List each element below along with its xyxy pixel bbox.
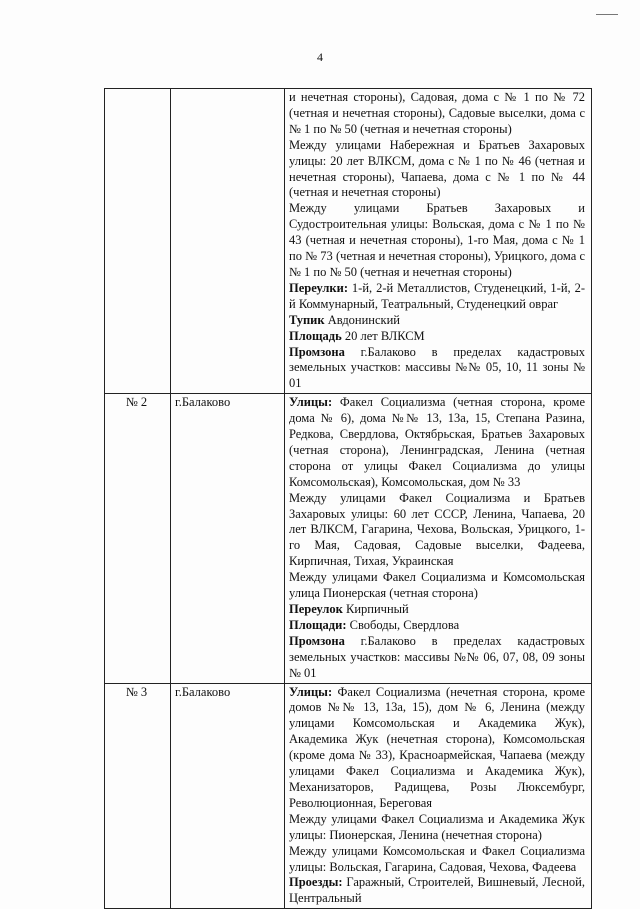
- city-cell: г.Балаково: [171, 394, 285, 683]
- header-rule: [596, 14, 618, 15]
- paragraph-text: Между улицами Комсомольская и Факел Социализма улицы: Вольская, Гагарина, Садовая, Чехова, Фадеева: [289, 843, 585, 874]
- street-paragraph: [289, 844, 585, 876]
- street-paragraph: [289, 138, 585, 202]
- paragraph-text: Гаражный, Строителей, Вишневый, Лесной, Центральный: [289, 875, 585, 906]
- paragraph-text: 20 лет ВЛКСМ: [341, 328, 425, 343]
- street-paragraph: [289, 491, 585, 571]
- row-number-cell: [105, 89, 171, 394]
- street-paragraph: [289, 90, 585, 138]
- table-row: [105, 394, 592, 683]
- streets-cell: [285, 683, 592, 909]
- street-paragraph: [289, 875, 585, 907]
- street-paragraph: [289, 395, 585, 490]
- table-row: [105, 683, 592, 909]
- city-cell: [171, 89, 285, 394]
- paragraph-label: Площади:: [289, 617, 347, 632]
- streets-cell: [285, 89, 592, 394]
- paragraph-text: Между улицами Набережная и Братьев Захаровых улицы: 20 лет ВЛКСМ, дома с № 1 по № 46 (четная и нечетная стороны), Чапаева, дома с № 1 по № 44 (четная и нечетная стороны): [289, 137, 585, 200]
- street-paragraph: [289, 812, 585, 844]
- paragraph-text: Факел Социализма (нечетная сторона, кроме домов №№ 13, 13а, 15), дом № 6, Ленина (между улицами Комсомольская и Академика Жук), Академика Жук (нечетная сторона), Комсомольская (кроме дома № 33), Красноармейская, Чапаева (между улицами Факел Социализма и Академика Жук), Механизаторов, Радищева, Розы Люксембург, Революционная, Береговая: [289, 684, 585, 810]
- paragraph-text: и нечетная стороны), Садовая, дома с № 1 по № 72 (четная и нечетная стороны), Садовые выселки, дома с № 1 по № 50 (четная и нечетная стороны): [289, 90, 585, 136]
- paragraph-label: Улицы:: [289, 684, 333, 699]
- streets-cell: [285, 394, 592, 683]
- paragraph-text: 1-й, 2-й Металлистов, Студенецкий, 1-й, 2-й Коммунарный, Театральный, Студенецкий овраг: [289, 280, 585, 311]
- street-paragraph: [289, 634, 585, 682]
- paragraph-text: Свободы, Свердлова: [346, 617, 460, 632]
- paragraph-label: Промзона: [289, 344, 345, 359]
- city-cell: г.Балаково: [171, 683, 285, 909]
- paragraph-label: Переулок: [289, 602, 343, 616]
- table-row: [105, 89, 592, 394]
- street-paragraph: [289, 329, 585, 345]
- street-paragraph: [289, 570, 585, 602]
- street-paragraph: [289, 345, 585, 393]
- street-paragraph: [289, 602, 585, 618]
- paragraph-label: Проезды:: [289, 875, 343, 890]
- street-paragraph: [289, 618, 585, 634]
- paragraph-text: г.Балаково в пределах кадастровых земельных участков: массивы №№ 06, 07, 08, 09 зоны № 01: [289, 633, 585, 680]
- districts-table: [104, 88, 592, 909]
- row-number-cell: № 2: [105, 394, 171, 683]
- paragraph-text: Между улицами Факел Социализма и Комсомольская улица Пионерская (четная сторона): [289, 570, 585, 601]
- paragraph-text: Кирпичный: [342, 602, 409, 616]
- paragraph-text: Авдонинский: [324, 312, 400, 327]
- paragraph-text: Между улицами Факел Социализма и Академика Жук улицы: Пионерская, Ленина (нечетная сторона): [289, 811, 585, 842]
- paragraph-text: Между улицами Факел Социализма и Братьев Захаровых улицы: 60 лет СССР, Ленина, Чапаева, 20 лет ВЛКСМ, Гагарина, Чехова, Вольская, Урицкого, 1-го Мая, Садовая, Садовые выселки, Фадеева, Кирпичная, Тихая, Украинская: [289, 490, 585, 569]
- paragraph-label: Тупик: [289, 312, 325, 327]
- paragraph-text: Факел Социализма (четная сторона, кроме дома № 6), дома №№ 13, 13а, 15, Степана Разина, Редкова, Свердлова, Октябрьская, Братьев Захаровых (четная сторона), Ленинградская, Ленина (четная сторона от улицы Факел Социализма до улицы Комсомольская), Комсомольская, дом № 33: [289, 395, 585, 489]
- street-paragraph: [289, 281, 585, 313]
- street-paragraph: [289, 685, 585, 812]
- page-number: 4: [317, 50, 323, 64]
- paragraph-text: г.Балаково в пределах кадастровых земельных участков: массивы №№ 05, 10, 11 зоны № 01: [289, 344, 585, 391]
- paragraph-label: Улицы:: [289, 395, 333, 410]
- street-paragraph: [289, 313, 585, 329]
- paragraph-label: Площадь: [289, 328, 342, 343]
- paragraph-text: Между улицами Братьев Захаровых и Судостроительная улицы: Вольская, дома с № 1 по № 43 (четная и нечетная стороны), 1-го Мая, дома с № 1 по № 73 (четная и нечетная стороны), Урицкого, дома с № 1 по № 50 (четная и нечетная стороны): [289, 201, 585, 279]
- paragraph-label: Промзона: [289, 633, 345, 648]
- row-number-cell: № 3: [105, 683, 171, 909]
- street-paragraph: [289, 201, 585, 281]
- paragraph-label: Переулки:: [289, 280, 348, 295]
